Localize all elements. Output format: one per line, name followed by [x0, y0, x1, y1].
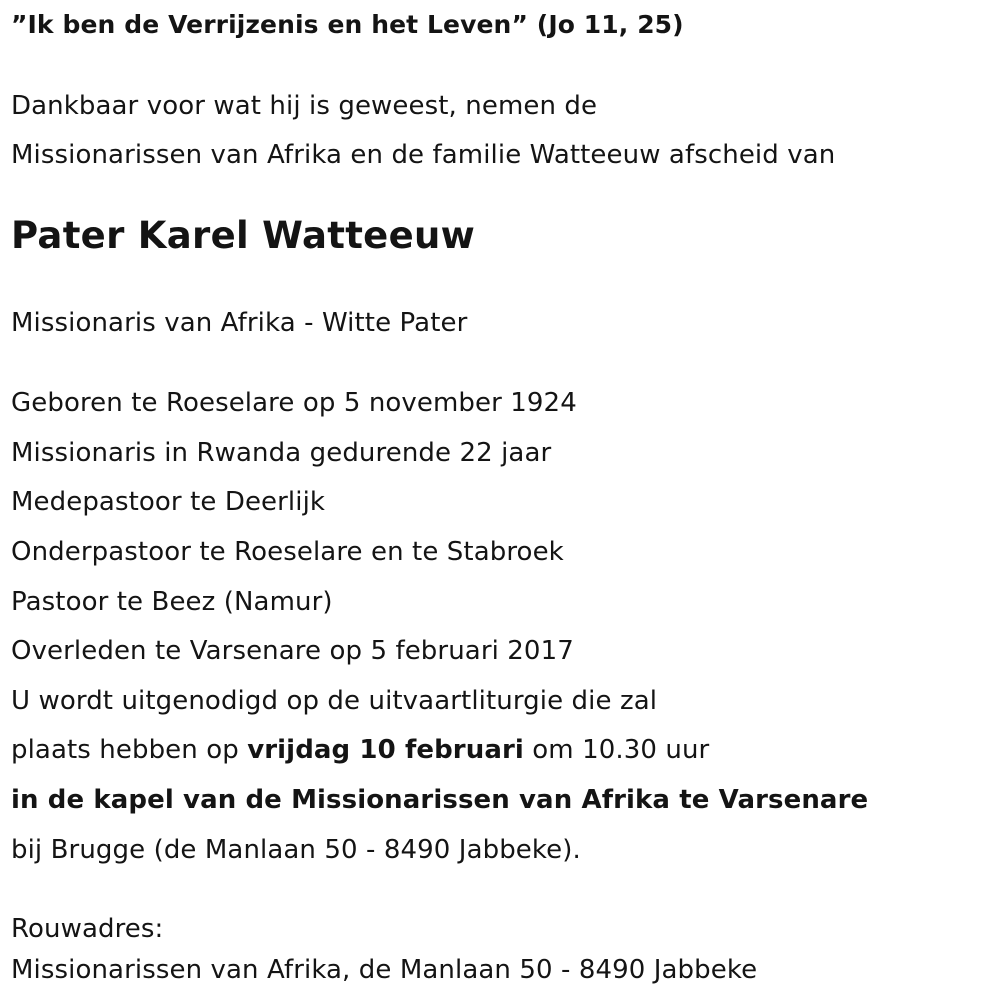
invitation-text: plaats hebben op	[11, 735, 248, 765]
biography-line: Overleden te Varsenare op 5 februari 2017	[11, 636, 574, 666]
intro-line-1: Dankbaar voor wat hij is geweest, nemen de	[11, 91, 598, 121]
invitation-line-2	[11, 734, 709, 766]
biography-line: Pastoor te Beez (Namur)	[11, 587, 333, 617]
bible-quote: ”Ik ben de Verrijzenis en het Leven” (Jo 11, 25)	[11, 10, 684, 39]
funeral-location: in de kapel van de Missionarissen van Afrika te Varsenare	[11, 785, 869, 815]
funeral-date: vrijdag 10 februari	[247, 735, 524, 765]
mourning-address-label: Rouwadres:	[11, 914, 164, 944]
intro-line-2: Missionarissen van Afrika en de familie Watteeuw afscheid van	[11, 140, 836, 170]
biography-line: Missionaris in Rwanda gedurende 22 jaar	[11, 438, 552, 468]
invitation-line-4: bij Brugge (de Manlaan 50 - 8490 Jabbeke).	[11, 835, 581, 865]
biography-line: Onderpastoor te Roeselare en te Stabroek	[11, 537, 564, 567]
deceased-role: Missionaris van Afrika - Witte Pater	[11, 308, 468, 338]
biography-line: Geboren te Roeselare op 5 november 1924	[11, 388, 577, 418]
mourning-address: Missionarissen van Afrika, de Manlaan 50 - 8490 Jabbeke	[11, 955, 758, 985]
deceased-name: Pater Karel Watteeuw	[11, 214, 476, 257]
invitation-line-1: U wordt uitgenodigd op de uitvaartliturgie die zal	[11, 686, 658, 716]
biography-line: Medepastoor te Deerlijk	[11, 487, 326, 517]
funeral-time: om 10.30 uur	[523, 735, 710, 765]
